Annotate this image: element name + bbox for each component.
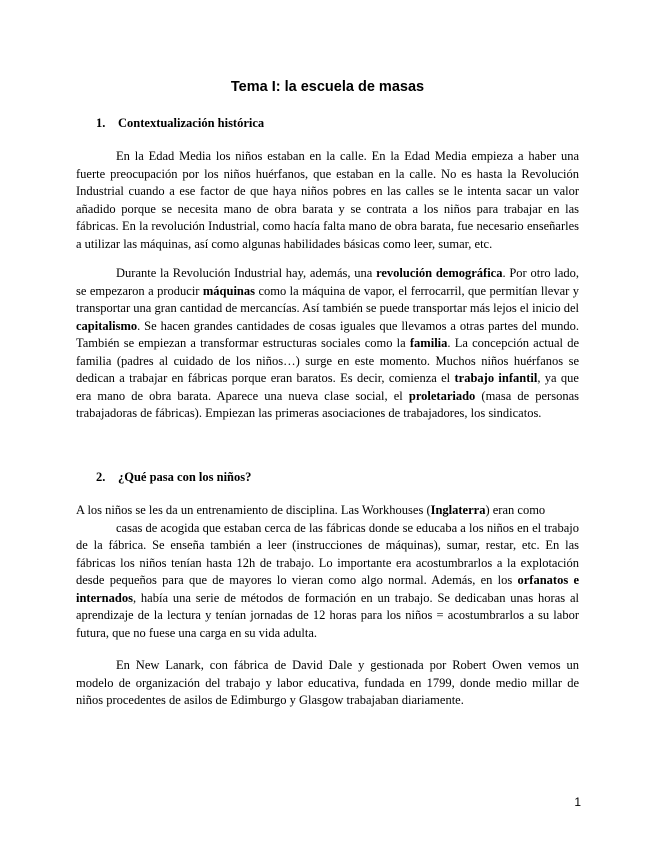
text-run: como la máquina de vapor, el ferrocarril, que permitían llevar y transportar una gran cantidad de mercancías. Así también se puede transportar más lejos el inicio del (76, 283, 579, 315)
text-run: . Se hacen grandes cantidades de cosas iguales que llevamos a otras partes del mundo. También se empiezan a transformar estructuras sociales como la (76, 318, 579, 350)
paragraph-text (76, 265, 579, 423)
bold-term: trabajo infantil (454, 371, 538, 385)
text-run: , ya que era mano de obra barata. Aparece una nueva clase social, el (76, 371, 579, 403)
bold-term: máquinas (202, 283, 255, 298)
section-1-number: 1. (96, 116, 106, 130)
section-2-paragraph-2 (76, 657, 579, 710)
section-2-heading-text: ¿Qué pasa con los niños? (118, 470, 252, 484)
page-number: 1 (574, 795, 581, 809)
bold-term: revolución demográfica (376, 266, 503, 280)
section-1-heading-text: Contextualización histórica (118, 116, 265, 130)
paragraph-first-line (76, 502, 579, 520)
section-2-number: 2. (96, 470, 106, 484)
document-title: Tema I: la escuela de masas (230, 79, 425, 95)
section-2-paragraph-1 (76, 502, 579, 642)
section-1-paragraph-1 (76, 148, 579, 253)
bold-term: capitalismo (76, 318, 138, 333)
section-1-paragraph-2 (76, 265, 579, 423)
bold-term: Inglaterra (430, 503, 486, 517)
text-run: Durante la Revolución Industrial hay, además, una (116, 266, 377, 280)
bold-term: orfanatos e internados (76, 573, 579, 605)
text-run: A los niños se les da un entrenamiento de disciplina. Las Workhouses ( (76, 503, 431, 517)
text-run: . Por otro lado, se empezaron a producir (76, 266, 579, 298)
section-2-heading (96, 469, 251, 485)
bold-term: familia (409, 336, 448, 350)
section-1-heading (96, 115, 264, 131)
text-run: ) eran como (485, 503, 546, 517)
text-run: . La concepción actual de familia (padres al cuidado de los niños…) surge en este momento. Muchos niños huérfanos se dedican a trabajar en fábricas porque eran baratos. Es decir, comienza el (76, 336, 579, 385)
paragraph-text (76, 520, 579, 643)
text-run: casas de acogida que estaban cerca de las fábricas donde se educaba a los niños en el trabajo de la fábrica. Se enseña también a leer (instrucciones de máquinas), sumar, restar, etc. En las fábricas los niños tenían hasta 12h de trabajo. Lo importante era acostumbrarlos a la explotación desde pequeños para que de mayores lo vieran como algo normal. Además, en los (76, 520, 579, 587)
paragraph-text: En la Edad Media los niños estaban en la calle. En la Edad Media empieza a haber una fuerte preocupación por los niños huérfanos, que estaban en la calle. No es hasta la Revolución Industrial cuando a ese factor de que haya niños pobres en las calles se le intenta sacar un valor añadido porque se necesita mano de obra barata y se contrata a los niños para trabajar en las fábricas. En la revolución Industrial, como hacía falta mano de obra barata, fue necesario enseñarles a utilizar las máquinas, así como algunas habilidades básicas como leer, sumar, etc. (76, 149, 579, 251)
bold-term: proletariado (408, 388, 476, 403)
text-run: , había una serie de métodos de formación en un trabajo. Se dedicaban unas horas al aprendizaje de la lectura y tenían jornadas de 12 horas para los niños = acostumbrarlos a su labor futura, que no fuese una carga en su vida adulta. (76, 590, 579, 640)
paragraph-text: En New Lanark, con fábrica de David Dale y gestionada por Robert Owen vemos un modelo de organización del trabajo y labor educativa, fundada en 1799, donde medio millar de niños procedentes de asilos de Edimburgo y Glasgow trabajaban diariamente. (76, 658, 579, 707)
text-run: (masa de personas trabajadoras de fábricas). Empiezan las primeras asociaciones de trabajadores, los sindicatos. (76, 388, 579, 420)
